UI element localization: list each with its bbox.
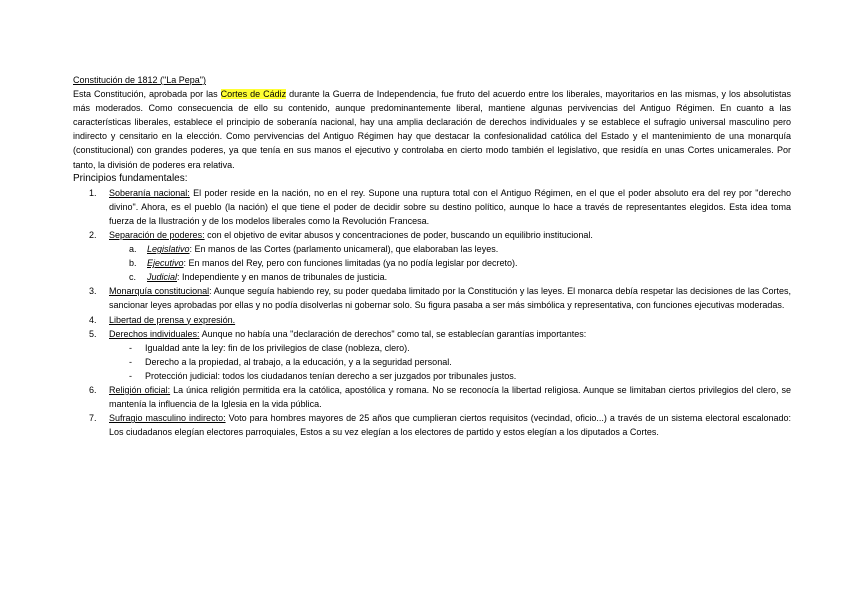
principle-text: La única religión permitida era la católica, apostólica y romana. No se reconocía la libertad religiosa. Aunque se limitaban ciertos privilegios del clero, se mantenía la influencia de la Iglesia en la vida pública. [109,384,791,410]
document-title: Constitución de 1812 ("La Pepa") [73,75,206,85]
principle-term: Derechos individuales: [109,328,200,339]
document-content [73,73,791,439]
principle-item-6 [73,383,791,411]
list-number: 4. [89,314,97,325]
sub-text: : En manos de las Cortes (parlamento unicameral), que elaboraban las leyes. [189,244,499,255]
sub-item-b [73,256,791,270]
principle-text: : Aunque seguía habiendo rey, su poder quedaba limitado por la Constitución y las leyes. El monarca debía respetar las decisiones de las Cortes, sancionar leyes aprobadas por ellas y no podía disolverlas ni gobernar solo. Su figura pasaba a ser más simbólica y representativa, con funciones ejecutivas moderadas. [109,286,791,311]
bullet-item-1 [73,341,791,355]
intro-text-before: Esta Constitución, aprobada por las [73,89,221,100]
highlighted-text: Cortes de Cádiz [220,89,287,100]
principle-item-2 [73,228,791,242]
principle-item-5 [73,327,791,341]
principle-text: El poder reside en la nación, no en el rey. Supone una ruptura total con el Antiguo Régimen, en el que el poder absoluto era del rey por "derecho divino". Ahora, es el pueblo (la nación) el que tiene el poder de decidir sobre su destino político, aunque lo hace a través de representantes elegidos. Esta idea toma fuerza de la Ilustración y de los modelos liberales como la Revolución Francesa. [109,187,791,226]
list-number: 5. [89,328,97,339]
bullet-text: Protección judicial: todos los ciudadanos tenían derecho a ser juzgados por tribunales justos. [145,370,517,381]
sub-text: : Independiente y en manos de tribunales de justicia. [177,272,388,283]
sub-letter: b. [129,258,137,269]
bullet-dash: - [129,342,132,353]
principle-term: Sufragio masculino indirecto: [109,413,226,424]
sub-item-c [73,270,791,284]
principle-item-3 [73,284,791,312]
sub-item-a [73,242,791,256]
sub-term: Legislativo [147,244,190,255]
bullet-text: Igualdad ante la ley: fin de los privilegios de clase (nobleza, clero). [145,342,410,353]
intro-text-after: durante la Guerra de Independencia, fue fruto del acuerdo entre los liberales, mayoritarios en las mismas, y los absolutistas más moderados. Como consecuencia de ello su contenido, aunque predominantemente liberal, mantiene algunas pervivencias del Antiguo Régimen. En cuanto a las características liberales, establece el principio de soberanía nacional, hay una amplia declaración de derechos individuales y se establece el sufragio universal masculino pero indirecto y censitario en la elección. Como pervivencias del Antiguo Régimen hay que destacar la confesionalidad católica del Estado y el mantenimiento de una monarquía (constitucional) con grandes poderes, ya que tenía en sus manos el ejecutivo y controlaba en cierto modo también el legislativo, que residía en unas Cortes unicamerales. Por tanto, la división de poderes era relativa. [73,89,791,170]
principle-text: Aunque no había una "declaración de derechos" como tal, se establecían garantías importantes: [199,328,587,339]
principles-heading: Principios fundamentales: [73,172,188,184]
bullet-dash: - [129,370,132,381]
principle-text: Voto para hombres mayores de 25 años que cumplieran ciertos requisitos (vecindad, oficio...) a través de un sistema electoral escalonado: Los ciudadanos elegían electores parroquiales, Estos a su vez elegían a los electores de partido y estos elegían a los diputados a Cortes. [109,413,791,438]
sub-letter: a. [129,244,137,255]
principle-item-4 [73,313,791,327]
principle-term: Separación de poderes: [109,229,205,240]
principle-item-7 [73,411,791,439]
principle-item-1 [73,186,791,228]
bullet-text: Derecho a la propiedad, al trabajo, a la educación, y a la seguridad personal. [145,356,452,367]
principle-term: Religión oficial: [109,384,171,395]
sub-term: Judicial [147,272,178,283]
list-number: 6. [89,384,97,395]
principle-term: Monarquía constitucional [109,286,210,297]
principle-text: con el objetivo de evitar abusos y concentraciones de poder, buscando un equilibrio institucional. [204,229,593,240]
principle-term: Soberanía nacional: [109,187,190,198]
principles-list [73,186,791,440]
list-number: 7. [89,413,97,424]
sub-term: Ejecutivo [147,258,184,269]
bullet-dash: - [129,356,132,367]
list-number: 3. [89,286,97,297]
bullet-item-3 [73,369,791,383]
intro-paragraph [73,87,791,172]
principle-term: Libertad de prensa y expresión. [109,314,236,325]
bullet-item-2 [73,355,791,369]
sub-letter: c. [129,272,137,283]
list-number: 1. [89,187,97,198]
sub-text: : En manos del Rey, pero con funciones limitadas (ya no podía legislar por decreto). [183,258,518,269]
list-number: 2. [89,229,97,240]
